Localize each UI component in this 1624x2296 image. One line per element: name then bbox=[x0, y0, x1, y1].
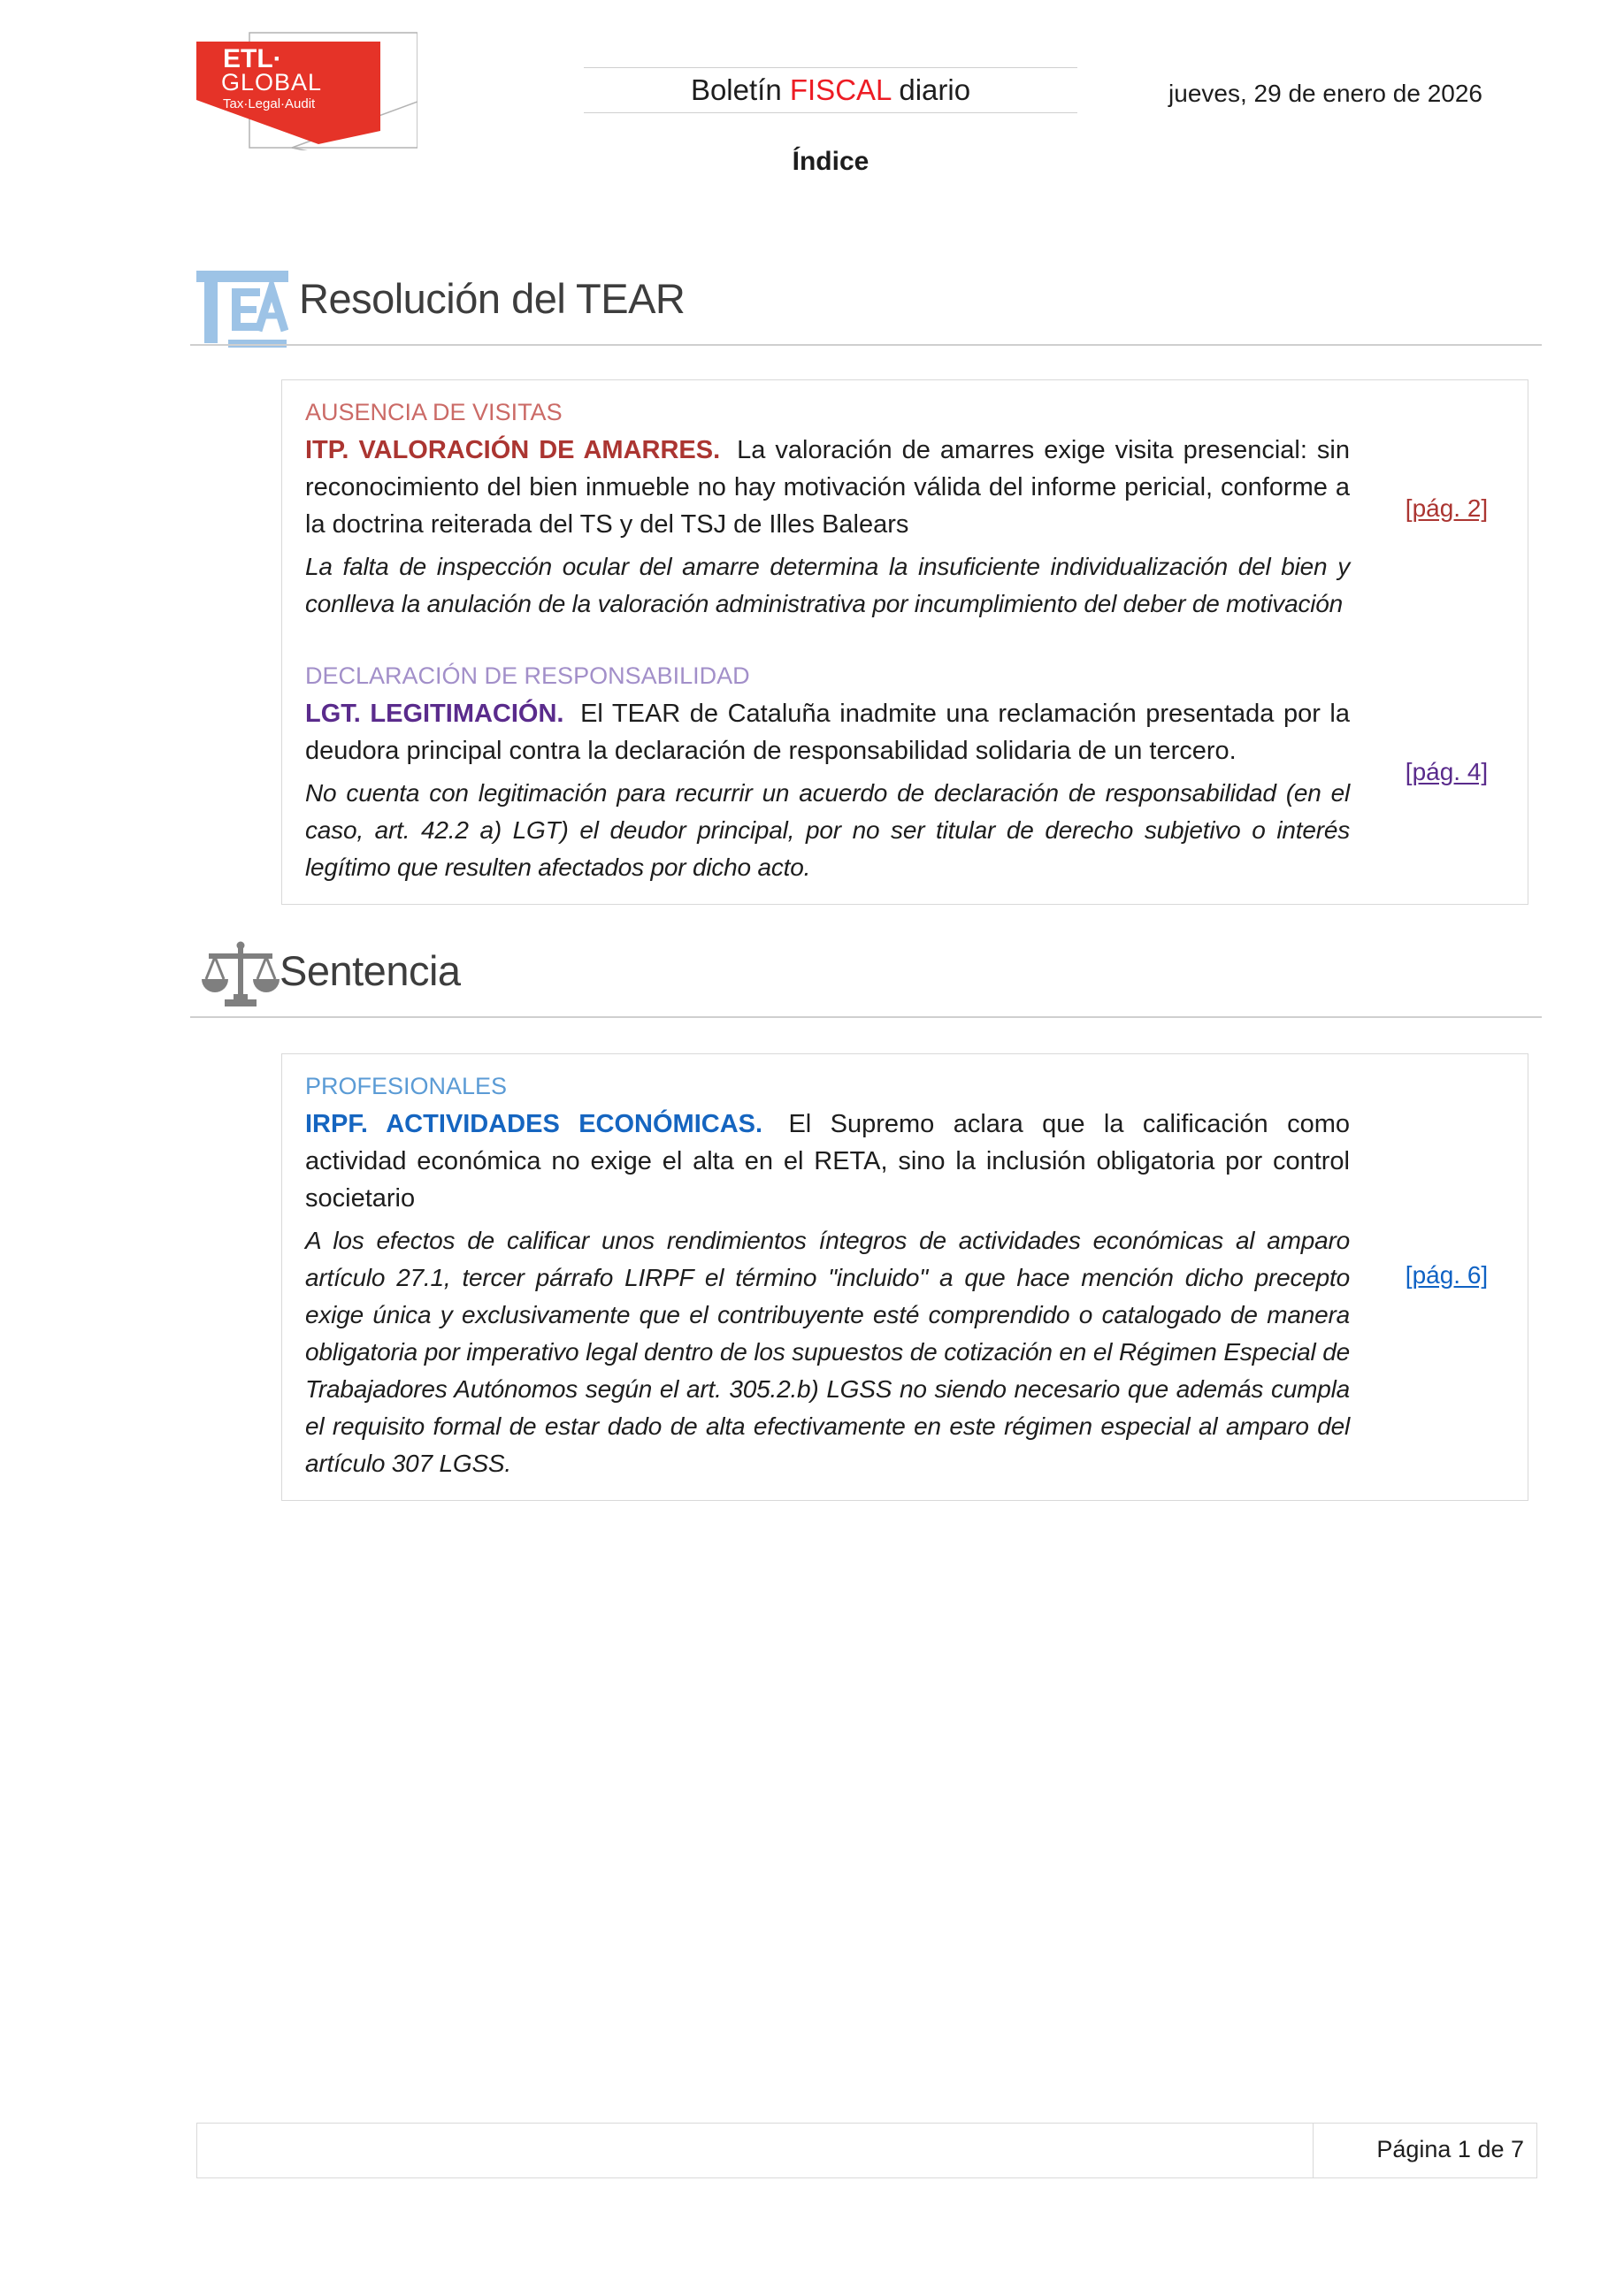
bulletin-title-prefix: Boletín bbox=[690, 73, 790, 106]
entry-text bbox=[282, 394, 1366, 623]
entry-summary: El TEAR de Cataluña inadmite una reclamación presentada por la deudora principal contra la declaración de responsabilidad solidaria de un tercero. bbox=[305, 700, 1350, 765]
page-footer bbox=[196, 2123, 1537, 2178]
entry-summary: La valoración de amarres exige visita presencial: sin reconocimiento del bien inmueble no hay motivación válida del informe pericial, conforme a la doctrina reiterada del TS y del TSJ de Illes Balears bbox=[305, 436, 1350, 539]
entry-commentary: No cuenta con legitimación para recurrir un acuerdo de declaración de responsabilidad (en el caso, art. 42.2 a) LGT) el deudor principal, por no ser titular de derecho subjetivo o interés legítimo que resulten afectados por dicho acto. bbox=[305, 779, 1350, 881]
tear-index-box bbox=[281, 379, 1528, 905]
sentencia-index-box bbox=[281, 1053, 1528, 1501]
page-number: Página 1 de 7 bbox=[1313, 2123, 1537, 2178]
logo-text-etl: ETL· bbox=[223, 44, 282, 73]
entry-category: AUSENCIA DE VISITAS bbox=[305, 399, 563, 425]
page-link-pag-4[interactable]: [pág. 4] bbox=[1405, 758, 1489, 785]
section-title-tear: Resolución del TEAR bbox=[299, 275, 686, 322]
entry-summary-paragraph bbox=[305, 1106, 1350, 1217]
bulletin-title-fiscal: FISCAL bbox=[789, 73, 892, 106]
entry-category: PROFESIONALES bbox=[305, 1073, 508, 1099]
tea-logo-icon-graphic bbox=[196, 265, 288, 349]
section-title-sentencia: Sentencia bbox=[280, 947, 461, 994]
entry-heading: ITP. VALORACIÓN DE AMARRES. bbox=[305, 436, 721, 464]
index-entry-irpf-actividades bbox=[282, 1068, 1528, 1482]
entry-heading: LGT. LEGITIMACIÓN. bbox=[305, 700, 564, 728]
entry-link-column bbox=[1366, 1068, 1528, 1482]
tea-logo-icon bbox=[196, 265, 288, 354]
entry-summary: El Supremo aclara que la calificación como actividad económica no exige el alta en el RETA, sino la inclusión obligatoria por control societario bbox=[305, 1110, 1351, 1213]
entry-commentary: La falta de inspección ocular del amarre determina la insuficiente individualización del bien y conlleva la anulación de la valoración administrativa por incumplimiento del deber de motivación bbox=[305, 553, 1350, 617]
index-entry-itp-amarres bbox=[282, 394, 1528, 623]
bulletin-title-suffix: diario bbox=[891, 73, 971, 106]
scales-icon bbox=[200, 939, 281, 1014]
logo-text-tagline: Tax·Legal·Audit bbox=[223, 96, 316, 111]
etl-global-logo bbox=[196, 27, 417, 155]
entry-text bbox=[282, 1068, 1366, 1482]
section-rule-sentencia bbox=[190, 1016, 1542, 1018]
etl-global-logo-graphic bbox=[196, 27, 417, 150]
scales-icon-graphic bbox=[200, 939, 281, 1010]
logo-text-global: GLOBAL bbox=[221, 69, 323, 96]
entry-commentary: A los efectos de calificar unos rendimientos íntegros de actividades económicas al amparo artículo 27.1, tercer párrafo LIRPF el término "incluido" a que hace mención dicho precepto exige única y exclusivamente que el contribuyente esté comprendido o catalogado de manera obligatoria por imperativo legal dentro de los supuestos de cotización en el Régimen Especial de Trabajadores Autónomos según el art. 305.2.b) LGSS no siendo necesario que además cumpla el requisito formal de estar dado de alta efectivamente en este régimen especial al amparo del artículo 307 LGSS. bbox=[305, 1227, 1350, 1477]
bulletin-date: jueves, 29 de enero de 2026 bbox=[1168, 80, 1482, 107]
bulletin-title bbox=[584, 67, 1077, 113]
section-rule-tear bbox=[190, 344, 1542, 346]
entry-link-column bbox=[1366, 394, 1528, 623]
footer-empty-cell bbox=[196, 2123, 1313, 2178]
entry-summary-paragraph bbox=[305, 695, 1350, 769]
page-link-pag-2[interactable]: [pág. 2] bbox=[1405, 494, 1489, 522]
page-link-pag-6[interactable]: [pág. 6] bbox=[1405, 1261, 1489, 1289]
index-entry-lgt-legitimacion bbox=[282, 658, 1528, 886]
entry-link-column bbox=[1366, 658, 1528, 886]
entry-text bbox=[282, 658, 1366, 886]
entry-summary-paragraph bbox=[305, 432, 1350, 543]
entry-heading: IRPF. ACTIVIDADES ECONÓMICAS. bbox=[305, 1110, 763, 1138]
index-heading: Índice bbox=[792, 147, 869, 176]
entry-category: DECLARACIÓN DE RESPONSABILIDAD bbox=[305, 662, 750, 689]
